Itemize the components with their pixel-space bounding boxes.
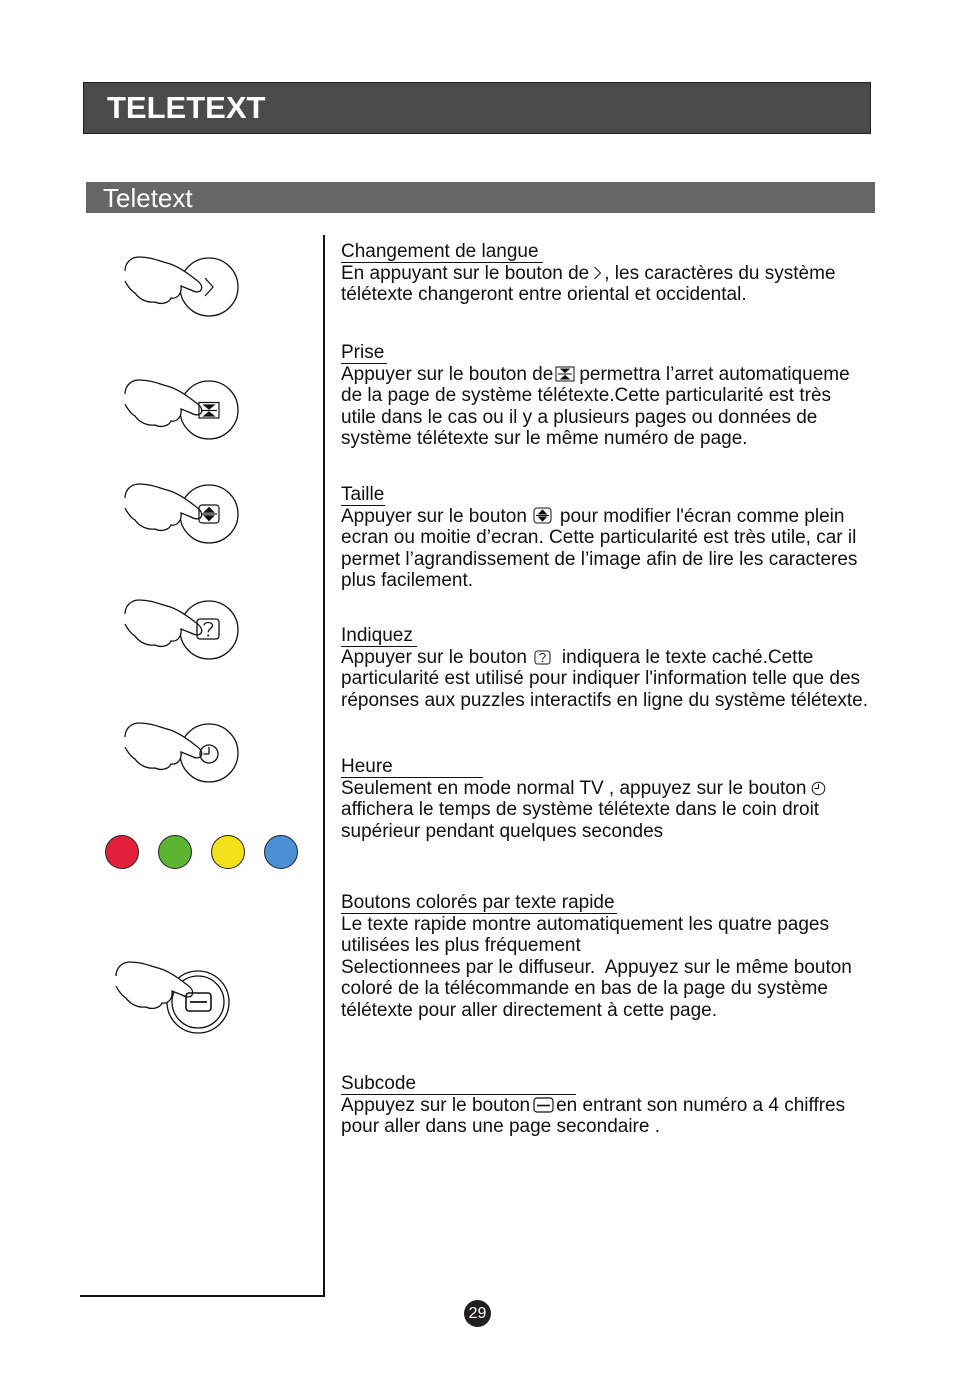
section-line: télétexte pour aller directement à cette page. [341, 999, 718, 1021]
section-line [341, 506, 857, 528]
section-line: coloré de la télécommande en bas de la page du système [341, 978, 828, 999]
section-line [341, 778, 826, 800]
section-subcode [341, 1073, 845, 1138]
blue-button [264, 835, 298, 869]
section-line: Selectionnees par le diffuseur. Appuyez sur le même bouton [341, 956, 852, 978]
page-header [83, 82, 871, 134]
text-segment: , les caractères du système [604, 262, 836, 284]
green-button [158, 835, 192, 869]
section-line: réponses aux puzzles interactifs en ligne du système télétexte. [341, 689, 869, 711]
section-line: particularité est utilisé pour indiquer l'information telle que des [341, 668, 861, 689]
page-title: TELETEXT [107, 90, 266, 125]
clock-icon [811, 781, 826, 796]
title-underline [341, 913, 617, 914]
section-line: affichera le temps de système télétexte dans le coin droit [341, 799, 820, 820]
section-title: Prise [341, 342, 385, 363]
section-line: pour aller dans une page secondaire . [341, 1116, 661, 1137]
section-title: Heure [341, 756, 393, 777]
page-number: 29 [464, 1300, 491, 1327]
section-language [341, 241, 836, 306]
title-underline [341, 262, 543, 263]
section-title: Taille [341, 484, 385, 505]
column-divider [323, 235, 325, 1297]
text-segment: indiquera le texte caché.Cette [561, 646, 814, 668]
text-segment: Appuyer sur le bouton [341, 505, 527, 527]
section-line: télétexte changeront entre oriental et occidental. [341, 284, 747, 305]
section-line: utilisées les plus fréquement [341, 935, 581, 956]
size-icon [533, 507, 552, 524]
section-title: Boutons colorés par texte rapide [341, 892, 615, 913]
section-line [341, 1095, 845, 1117]
title-underline [341, 646, 417, 647]
size-button-illustration [117, 468, 257, 560]
section-line: utile dans le cas ou il y a plusieurs pages ou données de [341, 406, 818, 428]
text-segment: en entrant son numéro a 4 chiffres [556, 1094, 846, 1116]
section-line: système télétexte sur le même numéro de page. [341, 428, 748, 449]
chevron-right-icon [592, 265, 603, 281]
text-segment: Seulement en mode normal TV , appuyez sur le bouton [341, 777, 807, 799]
section-line [341, 647, 868, 669]
hold-icon [555, 366, 575, 382]
reveal-icon [534, 650, 551, 665]
text-segment: permettra l’arret automatiqueme [579, 363, 850, 385]
title-underline [341, 1094, 576, 1095]
text-segment: En appuyant sur le bouton de [341, 262, 590, 284]
section-size [341, 484, 857, 592]
text-segment: Appuyer sur le bouton de [341, 363, 554, 385]
title-underline [341, 777, 483, 778]
text-segment: Appuyez sur le bouton [341, 1094, 531, 1116]
red-button [105, 835, 139, 869]
section-fastext [341, 892, 852, 1021]
section-line: de la page de système télétexte.Cette particularité est très [341, 385, 832, 406]
section-hold [341, 342, 850, 450]
section-line: Le texte rapide montre automatiquement les quatre pages [341, 913, 829, 935]
clock-button-illustration [117, 707, 257, 799]
subcode-button-illustration [106, 956, 246, 1048]
section-line: ecran ou moitie d’ecran. Cette particularité est très utile, car il [341, 527, 857, 548]
section-title: Changement de langue [341, 241, 539, 262]
section-title: Indiquez [341, 625, 413, 646]
reveal-button-illustration [117, 584, 257, 676]
section-line [341, 364, 850, 386]
subcode-icon [533, 1097, 554, 1113]
language-button-illustration [117, 241, 257, 333]
section-line: supérieur pendant quelques secondes [341, 820, 664, 842]
section-time [341, 756, 826, 842]
section-line: permet l’agrandissement de l’image afin de lire les caracteres [341, 548, 858, 570]
section-line: plus facilement. [341, 570, 474, 591]
title-underline [341, 505, 385, 506]
bottom-rule [80, 1295, 325, 1297]
yellow-button [211, 835, 245, 869]
title-underline [341, 363, 387, 364]
section-title: Subcode [341, 1073, 417, 1094]
section-header-title: Teletext [103, 183, 193, 213]
section-reveal [341, 625, 868, 711]
hold-button-illustration [117, 364, 257, 456]
text-segment: Appuyer sur le bouton [341, 646, 527, 668]
section-line [341, 263, 836, 285]
section-header [86, 182, 875, 213]
text-segment: pour modifier l'écran comme plein [559, 505, 845, 527]
